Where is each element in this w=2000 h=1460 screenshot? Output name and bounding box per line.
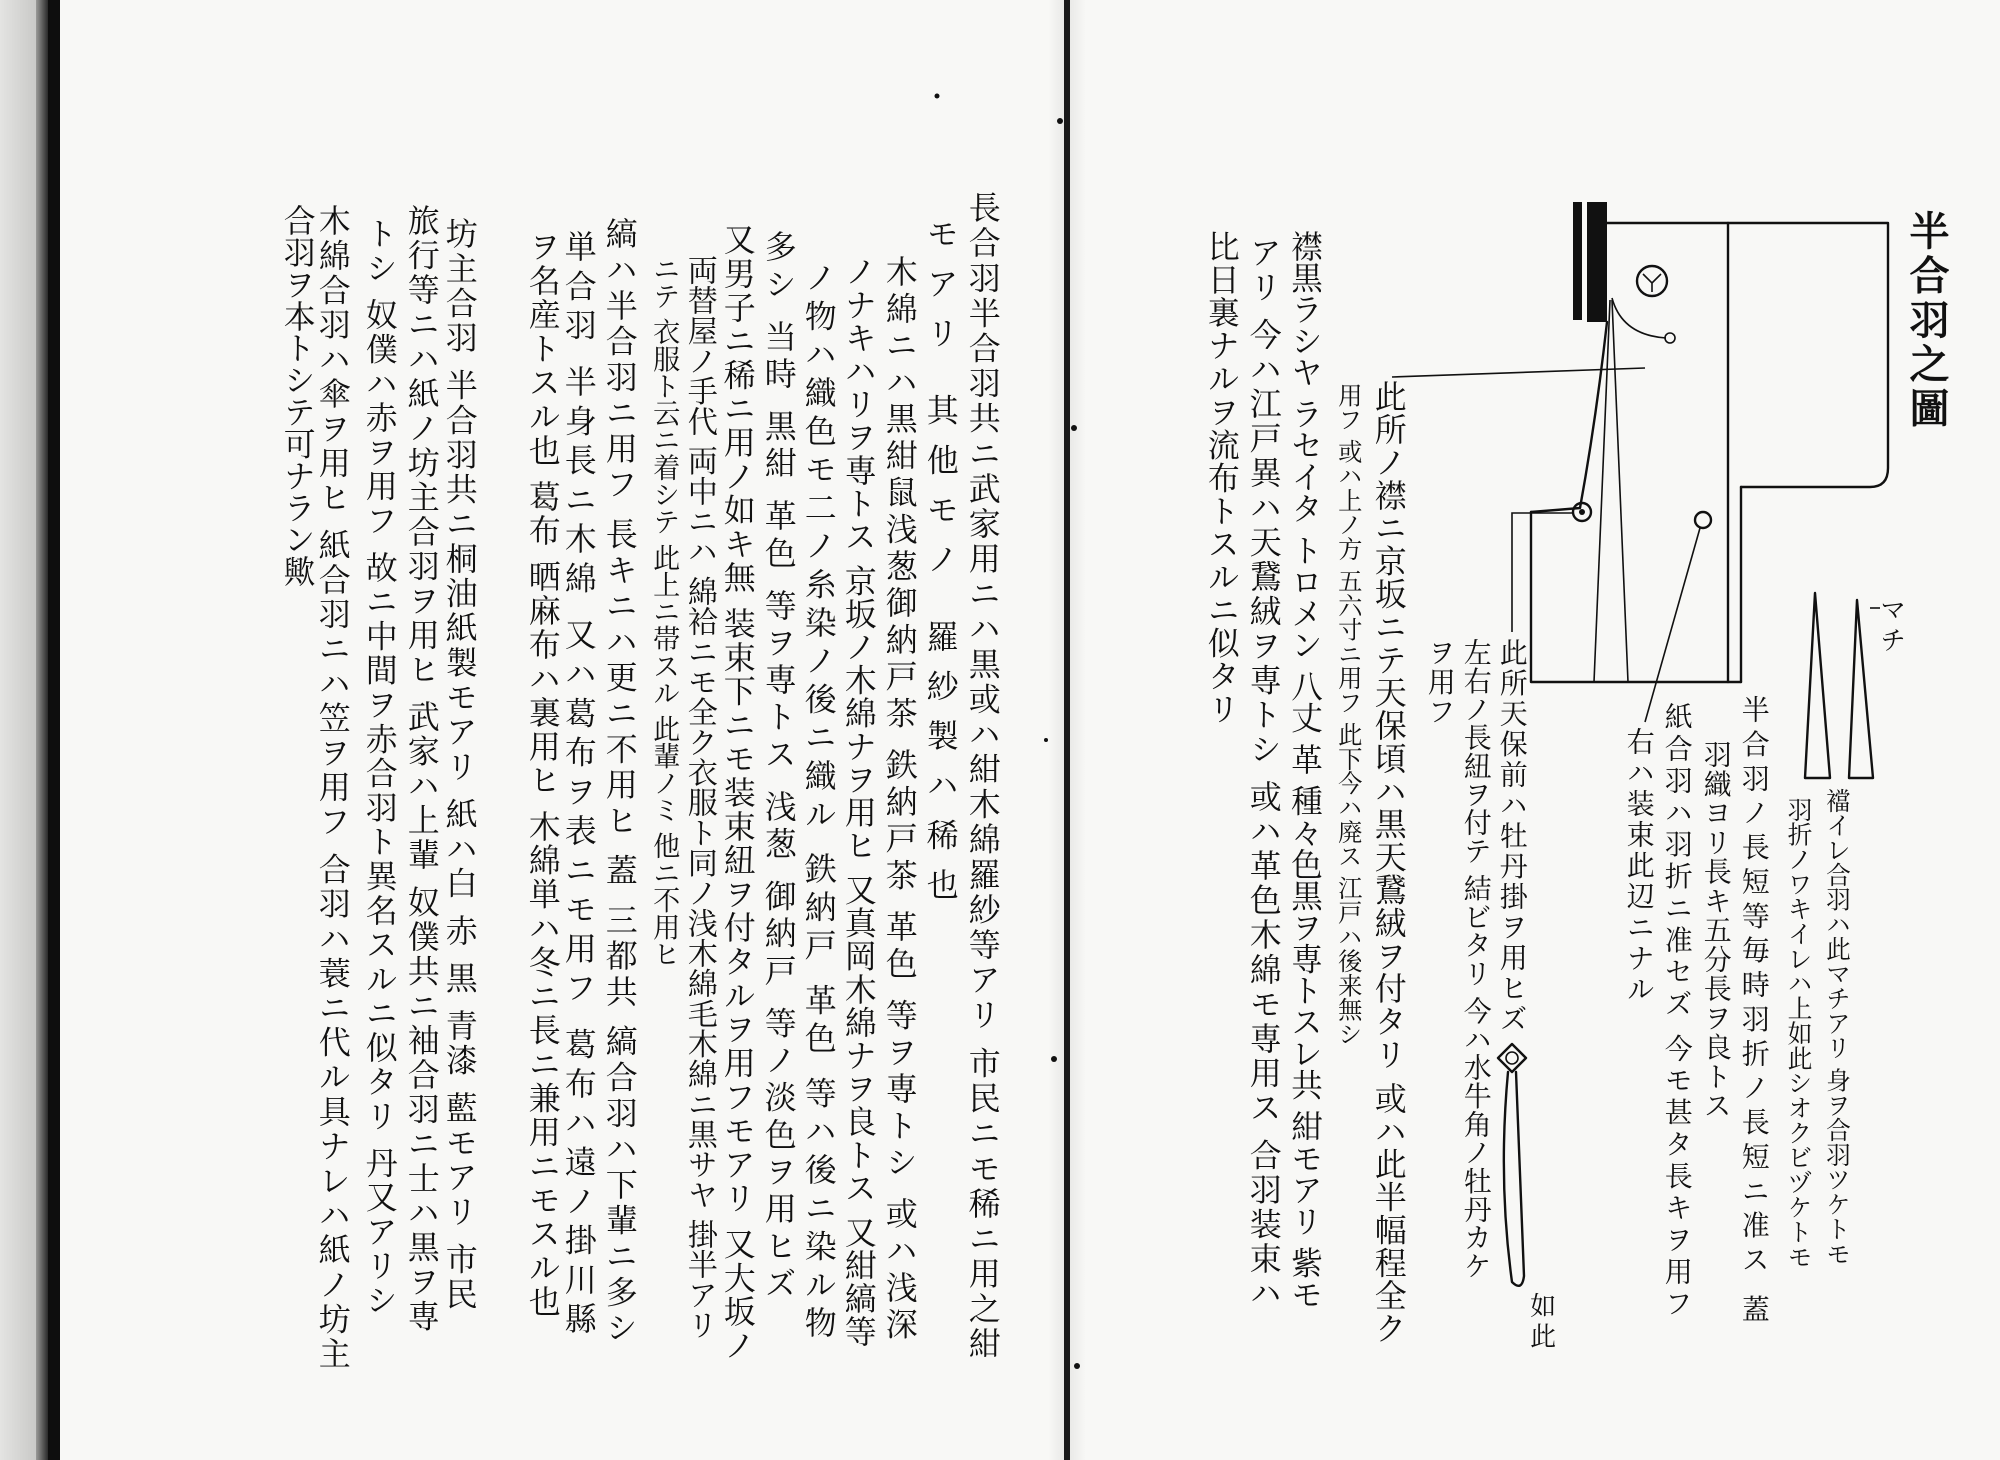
front-button-center xyxy=(1579,509,1585,515)
kappa-body-hem xyxy=(1531,512,1741,682)
left-text-column: 木綿合羽ハ傘ヲ用ヒ 紙合羽ニハ笠ヲ用フ 合羽ハ蓑ニ代ル具ナレハ紙ノ坊主 xyxy=(313,204,352,1372)
toggle-label: 如此 xyxy=(1525,1292,1556,1353)
diagram-note: ヲ用フ xyxy=(1423,638,1457,727)
gusset-piece-left xyxy=(1805,593,1830,778)
left-text-column: 又男子ニ稀ニ用ノ如キ無 装束下ニモ装束紐ヲ付タルヲ用フモアリ 又大坂ノ xyxy=(718,223,757,1363)
left-text-column: 両替屋ノ手代 両中ニハ 綿袷ニモ全ク衣服ト同ノ浅木綿毛木綿ニ黒サヤ 掛半アリ xyxy=(681,255,717,1340)
collar-cord-loop xyxy=(1612,298,1666,338)
right-text-column: アリ 今ハ江戸異ハ天鵞絨ヲ専トシ 或ハ革色木綿モ専用ス 合羽装束ハ xyxy=(1244,236,1283,1311)
left-text-column: ノナキハリヲ専トス 京坂ノ木綿ナヲ用ヒ 又真岡木綿ナヲ良トス 又紺縞等 xyxy=(839,255,878,1349)
left-text-column: ノ物ハ織色モ二ノ糸染ノ後ニ織ル 鉄納戸 革色 等ハ後ニ染ル物 xyxy=(799,261,838,1345)
diagram-note: 右ハ装束此辺ニナル xyxy=(1622,727,1656,1006)
left-text-column: ヲ名産トスル也 葛布 晒麻布ハ裏用ヒ 木綿単ハ冬ニ長ニ兼用ニモスル也 xyxy=(523,230,562,1319)
left-text-column: 縞ハ半合羽ニ用フ 長キニハ更ニ不用ヒ 蓋 三都共 縞合羽ハ下輩ニ多シ xyxy=(600,217,639,1347)
left-text-column: モアリ 其他モノ 羅紗製ハ稀也 xyxy=(921,217,960,918)
kappa-lapel-line-inner xyxy=(1612,300,1628,682)
left-text-column: 多シ 当時 黒紺 革色 等ヲ専トス 浅葱 御納戸 等ノ淡色ヲ用ヒズ xyxy=(759,230,798,1304)
page-title: 半合羽之圖 xyxy=(1903,210,1950,432)
gusset-piece-right xyxy=(1849,600,1873,778)
diagram-note: 此所天保前ハ牡丹掛ヲ用ヒズ xyxy=(1495,638,1529,1035)
right-text-column: 用フ 或ハ上ノ方 五六寸ニ用フ 此下今ハ廃ス 江戸ハ後来無シ xyxy=(1333,383,1363,1046)
collar-band-thick xyxy=(1587,202,1607,322)
diagram-note: 羽折ノワキイレハ上如此シオクビヅケトモ xyxy=(1784,797,1814,1269)
gusset-label: マチ xyxy=(1875,596,1906,657)
diagram-note: 襠イレ合羽ハ此マチアリ 身ヲ合羽ツケトモ xyxy=(1822,788,1852,1266)
diagram-note: 半合羽ノ長短等毎時羽折ノ長短ニ准ス 蓋 xyxy=(1737,695,1771,1329)
diagram-note: 紙合羽ハ羽折ニ准セズ 今モ甚タ長キヲ用フ xyxy=(1660,702,1694,1321)
left-text-column: 長合羽半合羽共ニ武家用ニハ黒或ハ紺木綿羅紗等アリ 市民ニモ稀ニ用之紺 xyxy=(963,191,1002,1363)
toggle-cord-loop xyxy=(1504,1072,1524,1286)
left-text-column: 坊主合羽 半合羽共ニ桐油紙製モアリ 紙ハ白 赤 黒 青漆 藍モアリ 市民 xyxy=(440,217,479,1312)
toggle-diamond-icon xyxy=(1498,1044,1526,1072)
left-text-column: 単合羽 半身長ニ木綿 又ハ葛布ヲ表ニモ用フ 葛布ハ遠ノ掛川縣 xyxy=(559,230,598,1342)
crest-mark xyxy=(1643,274,1661,292)
left-text-column: トシ 奴僕ハ赤ヲ用フ 故ニ中間ヲ赤合羽ト異名スルニ似タリ 丹又アリシ xyxy=(360,217,399,1318)
side-tie-icon xyxy=(1695,512,1711,528)
ink-spot xyxy=(935,94,940,99)
ink-spot xyxy=(1051,1056,1057,1062)
kappa-front-edge xyxy=(1531,322,1607,512)
left-text-column: ニテ 衣服ト云ニ着シテ 此上ニ帯スル 此輩ノミ 他ニ不用ヒ xyxy=(648,255,680,968)
diagram-note: 左右ノ長紐ヲ付テ 結ビタリ 今ハ水牛角ノ牡丹カケ xyxy=(1459,638,1493,1280)
ink-spot xyxy=(1057,118,1063,124)
kappa-sleeve-outline xyxy=(1607,223,1888,487)
left-text-column: 旅行等ニハ紙ノ坊主合羽ヲ用ヒ 武家ハ上輩 奴僕共ニ袖合羽ニ士ハ黒ヲ専 xyxy=(402,204,441,1335)
ink-spot xyxy=(1071,425,1077,431)
left-text-column: 合羽ヲ本トシテ可ナラン歟 xyxy=(278,204,317,587)
toggle-ring-icon xyxy=(1506,1052,1518,1064)
ink-spot xyxy=(1074,1363,1080,1369)
leader-line-side xyxy=(1645,528,1700,722)
ink-spot xyxy=(1044,738,1048,742)
left-text-column: 木綿ニハ黒紺鼠浅葱御納戸茶 鉄納戸茶 革色 等ヲ専トシ 或ハ浅深 xyxy=(880,255,919,1345)
leader-line-button xyxy=(1512,513,1572,632)
right-text-column: 比日裏ナルヲ流布トスルニ似タリ xyxy=(1202,230,1241,726)
diagram-note: 羽織ヨリ長キ五分長ヲ良トス xyxy=(1699,740,1733,1121)
right-text-column: 此所ノ襟ニ京坂ニテ天保頃ハ黒天鵞絨ヲ付タリ 或ハ此半幅程全ク xyxy=(1369,380,1408,1345)
right-text-column: 襟黒ラシヤ ラセイタ トロメン 八丈 革 種々色黒ヲ専トスレ共 紺モアリ 紫モ xyxy=(1286,230,1323,1310)
cord-knob-icon xyxy=(1665,333,1675,343)
collar-band-thin xyxy=(1573,202,1582,320)
